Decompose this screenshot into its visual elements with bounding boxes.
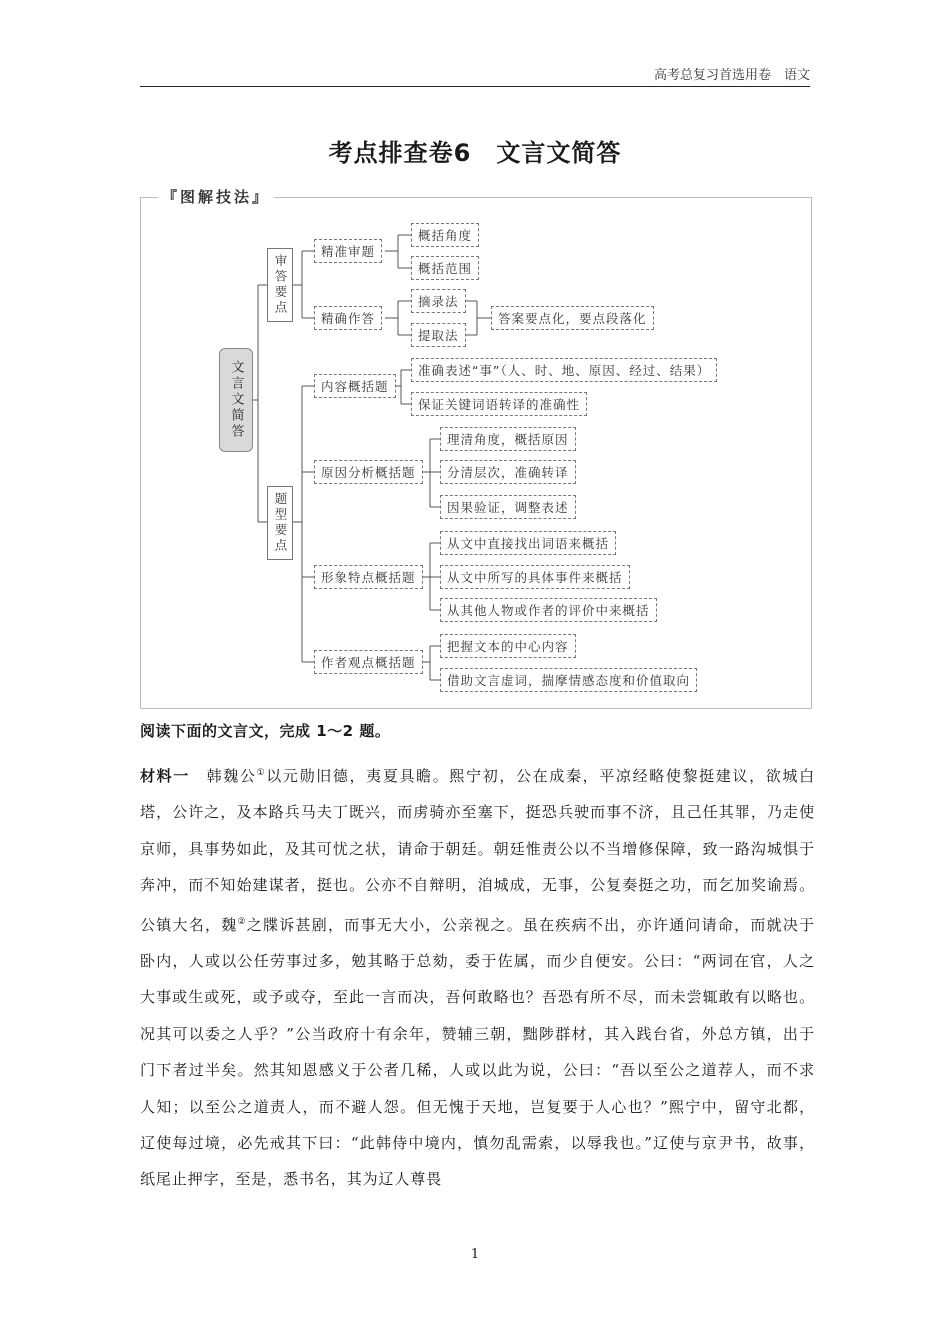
node-answer-result: 答案要点化，要点段落化: [491, 306, 654, 330]
node-view-summary: 作者观点概括题: [314, 650, 423, 674]
node-image-1: 从文中直接找出词语来概括: [440, 531, 616, 555]
node-view-2: 借助文言虚词，揣摩情感态度和价值取向: [440, 668, 697, 692]
diagram-root: 文言文简答: [219, 348, 253, 452]
node-extract-method: 提取法: [411, 323, 466, 347]
node-excerpt-method: 摘录法: [411, 289, 466, 313]
node-precise-answer: 精确作答: [314, 306, 382, 330]
footnote-ref-1: ①: [256, 768, 267, 778]
node-precise-review: 精准审题: [314, 239, 382, 263]
node-image-3: 从其他人物或作者的评价中来概括: [440, 598, 657, 622]
node-image-summary: 形象特点概括题: [314, 565, 423, 589]
branch-answer-points: 审答要点: [267, 248, 293, 322]
passage-text-b: 以元勋旧德，夷夏具瞻。熙宁初，公在成秦，平凉经略使黎挺建议，欲城白塔，公许之，及本路兵马夫丁既兴，而虏骑亦至塞下，挺恐兵驶而事不济，且己任其罪，乃走使京师，具事势如此，及其可忧之状，请命于朝廷。朝廷惟责公以不当增修保障，致一路沟城惧于奔冲，而不知始建谋者，挺也。公亦不自辩明，洎城成，无事，公复奏挺之功，而乞加奖谕焉。公镇大名，魏: [140, 767, 815, 934]
footnote-ref-2: ②: [237, 916, 247, 927]
node-content-2: 保证关键词语转译的准确性: [411, 392, 587, 416]
node-view-1: 把握文本的中心内容: [440, 634, 576, 658]
node-content-summary: 内容概括题: [314, 374, 396, 398]
material-label: 材料一: [140, 767, 190, 785]
node-cause-2: 分清层次，准确转译: [440, 460, 576, 484]
node-scope: 概括范围: [411, 256, 479, 280]
node-cause-1: 理清角度，概括原因: [440, 427, 576, 451]
passage-text-a: 韩魏公: [206, 767, 257, 785]
material-one-passage: [140, 755, 815, 1198]
node-content-1: 准确表述“事”（人、时、地、原因、经过、结果）: [411, 358, 717, 382]
page-title: 考点排查卷6 文言文简答: [328, 139, 622, 167]
passage-text-c: 之牒诉甚剧，而事无大小，公亲视之。虽在疾病不出，亦许通问请命，而就决于卧内，人或以公任劳事过多，勉其略于总劾，委于佐属，而少自便安。公曰：“两词在官，人之大事或生或死，或予或夺，至此一言而决，吾何敢略也？吾恐有所不尽，而未尝辄敢有以略也。况其可以委之人乎？”公当政府十有余年，赞辅三朝，黜陟群材，其入践台省，外总方镇，出于门下者过半矣。然其知恩感义于公者几稀，人或以此为说，公曰：“吾以至公之道荐人，而不求人知；以至公之道责人，而不避人怨。但无愧于天地，岂复要于人心也？”熙宁中，留守北都，辽使每过境，必先戒其下曰：“此韩侍中境内，慎勿乱需索，以辱我也。”辽使与京尹书，故事，纸尾止押字，至是，悉书名，其为辽人尊畏: [140, 915, 815, 1189]
running-header: 高考总复习首选用卷 语文: [653, 68, 810, 83]
node-cause-3: 因果验证，调整表述: [440, 495, 576, 519]
page-number: 1: [470, 1247, 480, 1262]
node-cause-summary: 原因分析概括题: [314, 460, 423, 484]
reading-section: [140, 720, 815, 1198]
reading-instruction: 阅读下面的文言文，完成 1～2 题。: [140, 722, 391, 740]
branch-question-types: 题型要点: [267, 486, 293, 560]
node-angle: 概括角度: [411, 223, 479, 247]
diagram-tag: 『图解技法』: [158, 186, 274, 207]
node-image-2: 从文中所写的具体事件来概括: [440, 565, 630, 589]
